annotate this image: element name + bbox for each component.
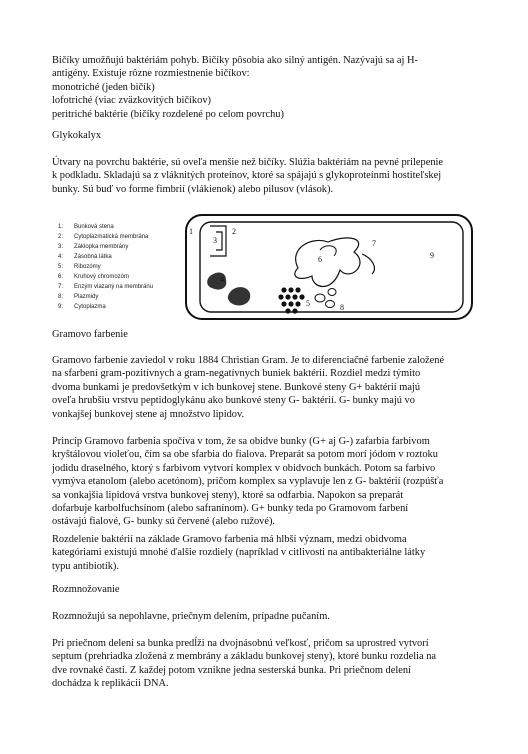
svg-text:2:Cytoplazmatická membrána <box>58 234 149 240</box>
text-line: Gramovo farbenie zaviedol v roku 1884 Christian Gram. Je to diferenciačné farbenie založené <box>52 355 445 366</box>
gram-paragraph-2 <box>52 435 484 529</box>
gram-paragraph-1 <box>52 354 484 421</box>
text-line: oveľa hrubšiu vrstvu peptidoglykánu ako bunkové steny G- baktérií. G- bunky majú vo <box>52 395 415 407</box>
text-line: septum (prehriadka zložená z membrány a základu bunkovej steny), ktoré bunku rozdelia na <box>52 651 437 663</box>
text-line: k podkladu. Skladajú sa z vláknitých proteínov, ktoré sa spájajú s glykoproteínmi hostiteľskej <box>52 170 442 182</box>
rozmnozovanie-paragraph-1 <box>52 610 484 623</box>
text-line: sa vonkajšia lipidová vrstva bunkovej steny), ktoré sa odfarbia. Napokon sa preparát <box>52 489 404 501</box>
legend-num: 6: <box>58 274 64 280</box>
legend-label: Zásobná látka <box>74 254 112 260</box>
callout-8: 8 <box>340 303 344 312</box>
heading-gramovo-farbenie: Gramovo farbenie <box>52 329 128 340</box>
callout-9: 9 <box>430 251 434 260</box>
svg-text:7:Enzým viazaný na membránu <box>58 284 153 290</box>
legend-label: Enzým viazaný na membránu <box>74 284 154 290</box>
legend-label: Cytoplazma <box>74 304 106 310</box>
text-line: bunky. Sú buď vo forme fimbrií (vlákienok) alebo pilusov (vlások). <box>52 183 334 195</box>
callout-2: 2 <box>232 227 236 236</box>
gram-paragraph-3 <box>52 533 484 573</box>
intro-paragraph <box>52 54 484 121</box>
text-line: vymýva etanolom (alebo acetónom), pričom komplex sa vyplavuje len z G- baktérií (rozpúšťa <box>52 476 444 488</box>
svg-text:6:Kruhový chromozóm <box>58 274 129 280</box>
glykokalyx-paragraph <box>52 156 484 196</box>
legend-label: Ribozómy <box>74 264 101 270</box>
legend-num: 3: <box>58 244 64 250</box>
text-line: Útvary na povrchu baktérie, sú oveľa menšie než bičíky. Slúžia baktériám na pevné prilepenie <box>52 157 444 168</box>
text-line: dochádza k replikácii DNA. <box>52 678 169 690</box>
legend-label: Záklopka membrány <box>74 244 129 250</box>
svg-text:5:Ribozómy <box>58 264 101 270</box>
text-line: dvoma bunkami je predovšetkým v ich bunkovej stene. Bunkové steny G+ baktérií majú <box>52 381 421 393</box>
text-line: Rozmnožujú sa nepohlavne, priečnym delením, prípadne pučaním. <box>52 611 330 622</box>
text-line: Bičíky umožňujú baktériám pohyb. Bičíky pôsobia ako silný antigén. Nazývajú sa aj H- <box>52 55 418 66</box>
circular-chromosome-shape <box>295 238 375 287</box>
legend-num: 9: <box>58 304 64 310</box>
text-line: Princíp Gramovo farbenia spočíva v tom, že sa obidve bunky (G+ aj G-) zafarbia farbivom <box>52 436 430 447</box>
text-line: dofarbuje karbolfuchsínom (alebo safranínom). G+ bunky teda po Gramovom farbení <box>52 503 409 515</box>
text-line: na sfarbení gram-pozitívnych a gram-negatívnych buniek baktérií. Rozdiel medzi týmito <box>52 368 421 380</box>
legend-num: 7: <box>58 284 64 290</box>
text-line: Pri priečnom delení sa bunka predĺži na dvojnásobnú veľkosť, pričom sa uprostred vytvorí <box>52 638 429 649</box>
callout-5: 5 <box>306 299 310 308</box>
text-line: kryštálovou violeťou, čím sa obe sfarbia do fialova. Preparát sa potom morí jódom v roztoku <box>52 449 438 461</box>
text-line: jodidu draselného, ktorý s farbivom vytvorí komplex v obidvoch bunkách. Potom sa farbivo <box>52 462 436 474</box>
text-line: Rozdelenie baktérií na základe Gramovo farbenia má hlbší význam, medzi obidvoma <box>52 534 407 545</box>
storage-granule-2-shape <box>228 287 250 305</box>
legend-num: 1: <box>58 224 64 230</box>
ribosome-cluster <box>278 287 304 313</box>
legend-num: 4: <box>58 254 64 260</box>
legend-label: Plazmidy <box>74 294 99 300</box>
svg-text:4:Zásobná látka <box>58 254 112 260</box>
rozmnozovanie-paragraph-2 <box>52 637 484 691</box>
text-line: lofotriché (viac zväzkovitých bičíkov) <box>52 95 211 107</box>
text-line: peritriché baktérie (bičíky rozdelené po celom povrchu) <box>52 108 284 120</box>
svg-text:3:Záklopka membrány <box>58 244 128 250</box>
legend-num: 8: <box>58 294 64 300</box>
callout-1: 1 <box>189 227 193 236</box>
legend-label: Cytoplazmatická membrána <box>74 234 149 240</box>
callout-7: 7 <box>372 239 376 248</box>
cell-wall-outline <box>186 215 472 319</box>
text-line: monotriché (jeden bičík) <box>52 81 155 93</box>
legend-label: Kruhový chromozóm <box>74 274 130 280</box>
callout-4: 4 <box>220 275 224 284</box>
svg-text:9:Cytoplazma <box>58 304 106 310</box>
bacteria-cell-diagram <box>50 210 478 322</box>
text-line: typu antibiotík). <box>52 560 119 572</box>
callout-6: 6 <box>318 255 322 264</box>
text-line: dve rovnaké časti. Z každej potom vznikne jedna sesterská bunka. Pri priečnom delení <box>52 664 411 676</box>
diagram-legend <box>58 224 153 310</box>
text-line: antigény. Existuje rôzne rozmiestnenie bičíkov: <box>52 68 250 80</box>
heading-rozmnozovanie: Rozmnožovanie <box>52 584 120 595</box>
plasmid-group <box>315 289 336 308</box>
legend-num: 5: <box>58 264 64 270</box>
text-line: ostávajú fialové, G- bunky sú červené (alebo ružové). <box>52 516 276 528</box>
callout-3: 3 <box>213 236 217 245</box>
text-line: vonkajšej bunkovej stene aj množstvo lipidov. <box>52 408 245 420</box>
heading-glykokalyx: Glykokalyx <box>52 130 102 141</box>
legend-label: Bunková stena <box>74 224 114 230</box>
svg-text:8:Plazmidy <box>58 294 98 300</box>
text-line: kategóriami existujú mnohé ďalšie rozdiely (napríklad v citlivosti na antibakteriálne látky <box>52 547 426 559</box>
svg-text:1:Bunková stena <box>58 224 114 230</box>
legend-num: 2: <box>58 234 64 240</box>
loop-detail <box>320 246 336 256</box>
